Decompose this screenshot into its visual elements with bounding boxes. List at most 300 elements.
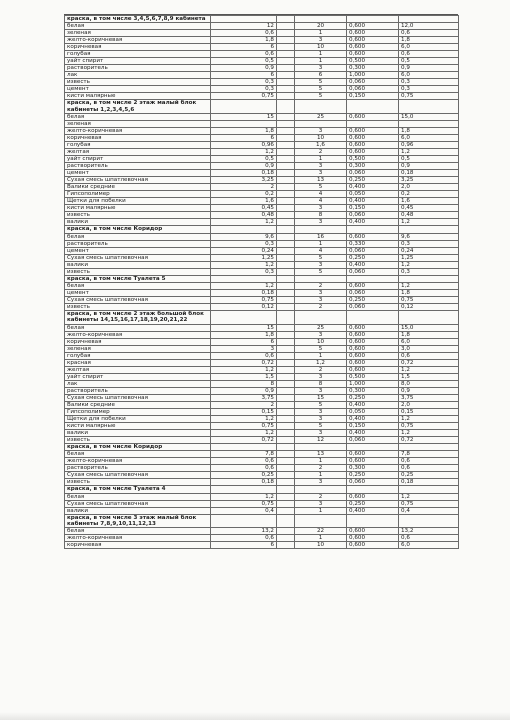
empty-cell [211, 311, 277, 325]
empty-cell [347, 16, 399, 23]
total-value: 1,2 [399, 149, 459, 156]
spacer-cell [277, 436, 295, 443]
norm-value: 5 [295, 401, 347, 408]
coefficient: 0,300 [347, 163, 399, 170]
table-row [65, 142, 459, 149]
empty-cell [399, 100, 459, 114]
spacer-cell [277, 345, 295, 352]
spacer-cell [277, 500, 295, 507]
norm-value: 8 [295, 380, 347, 387]
section-header: краска, в том числе Туалета 4 [65, 486, 211, 493]
quantity: 15 [211, 324, 277, 331]
table-row [65, 51, 459, 58]
table-row [65, 212, 459, 219]
table-row [65, 304, 459, 311]
coefficient: 0,300 [347, 465, 399, 472]
quantity: 1,2 [211, 219, 277, 226]
total-value: 1,8 [399, 290, 459, 297]
spacer-cell [277, 135, 295, 142]
quantity: 0,3 [211, 268, 277, 275]
table-row [65, 472, 459, 479]
quantity: 12 [211, 23, 277, 30]
table-row [65, 30, 459, 37]
table-row [65, 297, 459, 304]
table-row [65, 283, 459, 290]
coefficient: 0,600 [347, 352, 399, 359]
norm-value: 1,2 [295, 359, 347, 366]
total-value: 3,25 [399, 177, 459, 184]
coefficient: 0,500 [347, 58, 399, 65]
material-name: растворитель [65, 240, 211, 247]
total-value: 0,3 [399, 268, 459, 275]
table-row [65, 254, 459, 261]
section-header: краска, в том числе Туалета 5 [65, 275, 211, 282]
table-row [65, 233, 459, 240]
empty-cell [211, 486, 277, 493]
coefficient: 0,600 [347, 37, 399, 44]
norm-value: 3 [295, 331, 347, 338]
material-name: цемент [65, 86, 211, 93]
spacer-cell [277, 191, 295, 198]
norm-value: 2 [295, 283, 347, 290]
norm-value: 20 [295, 23, 347, 30]
coefficient: 0,600 [347, 331, 399, 338]
spacer-cell [277, 528, 295, 535]
total-value: 6,0 [399, 72, 459, 79]
spacer-cell [277, 429, 295, 436]
empty-cell [295, 16, 347, 23]
table-row [65, 170, 459, 177]
coefficient: 0,600 [347, 135, 399, 142]
material-name: Сухая смесь шпатлевочная [65, 472, 211, 479]
table-row [65, 542, 459, 549]
coefficient: 0,060 [347, 86, 399, 93]
coefficient: 0,600 [347, 535, 399, 542]
coefficient: 0,250 [347, 254, 399, 261]
coefficient: 0,600 [347, 359, 399, 366]
spacer-cell [277, 422, 295, 429]
material-name: желто-коричневая [65, 331, 211, 338]
norm-value: 3 [295, 65, 347, 72]
materials-table [64, 15, 459, 549]
coefficient: 0,300 [347, 65, 399, 72]
material-name: Щетки для побелки [65, 415, 211, 422]
table-row [65, 387, 459, 394]
empty-cell [399, 486, 459, 493]
coefficient: 0,600 [347, 345, 399, 352]
quantity: 15 [211, 114, 277, 121]
material-name: белая [65, 451, 211, 458]
empty-cell [277, 311, 295, 325]
coefficient: 1,000 [347, 72, 399, 79]
material-name: голубая [65, 352, 211, 359]
total-value: 13,2 [399, 528, 459, 535]
material-name: растворитель [65, 163, 211, 170]
material-name: цемент [65, 247, 211, 254]
quantity: 1,2 [211, 283, 277, 290]
norm-value: 2 [295, 366, 347, 373]
empty-cell [211, 443, 277, 450]
quantity: 2 [211, 184, 277, 191]
quantity: 1,2 [211, 493, 277, 500]
total-value: 6,0 [399, 135, 459, 142]
spacer-cell [277, 233, 295, 240]
empty-cell [211, 275, 277, 282]
spacer-cell [277, 30, 295, 37]
spacer-cell [277, 493, 295, 500]
material-name: растворитель [65, 65, 211, 72]
spacer-cell [277, 261, 295, 268]
coefficient: 0,600 [347, 233, 399, 240]
spacer-cell [277, 156, 295, 163]
spacer-cell [277, 283, 295, 290]
quantity: 0,6 [211, 458, 277, 465]
quantity: 0,9 [211, 163, 277, 170]
coefficient: 0,600 [347, 23, 399, 30]
table-row [65, 451, 459, 458]
table-row [65, 422, 459, 429]
coefficient: 0,400 [347, 415, 399, 422]
empty-cell [347, 486, 399, 493]
norm-value: 1 [295, 507, 347, 514]
total-value [399, 121, 459, 128]
spacer-cell [277, 338, 295, 345]
empty-cell [211, 100, 277, 114]
total-value: 1,2 [399, 366, 459, 373]
quantity: 0,48 [211, 212, 277, 219]
spacer-cell [277, 23, 295, 30]
quantity: 3,75 [211, 394, 277, 401]
material-name: желто-коричневая [65, 128, 211, 135]
coefficient: 0,150 [347, 93, 399, 100]
table-row [65, 479, 459, 486]
norm-value: 1 [295, 30, 347, 37]
quantity: 9,6 [211, 233, 277, 240]
table-row [65, 359, 459, 366]
spacer-cell [277, 465, 295, 472]
quantity: 1,8 [211, 331, 277, 338]
spacer-cell [277, 290, 295, 297]
quantity: 6 [211, 72, 277, 79]
table-row [65, 324, 459, 331]
coefficient: 0,250 [347, 394, 399, 401]
coefficient: 0,050 [347, 191, 399, 198]
quantity: 3 [211, 345, 277, 352]
material-name: коричневая [65, 135, 211, 142]
norm-value: 22 [295, 528, 347, 535]
table-row [65, 366, 459, 373]
norm-value: 1,6 [295, 142, 347, 149]
quantity: 0,25 [211, 472, 277, 479]
norm-value: 1 [295, 472, 347, 479]
material-name: растворитель [65, 387, 211, 394]
table-row [65, 198, 459, 205]
norm-value: 10 [295, 44, 347, 51]
empty-cell [399, 226, 459, 233]
total-value: 0,75 [399, 422, 459, 429]
quantity: 0,6 [211, 535, 277, 542]
total-value: 1,2 [399, 261, 459, 268]
empty-cell [347, 443, 399, 450]
table-row [65, 345, 459, 352]
table-row [65, 535, 459, 542]
empty-cell [399, 311, 459, 325]
material-name: Гипсополимер [65, 191, 211, 198]
material-name: цемент [65, 290, 211, 297]
norm-value: 2 [295, 149, 347, 156]
material-name: валики [65, 429, 211, 436]
table-row [65, 465, 459, 472]
total-value: 0,18 [399, 479, 459, 486]
material-name: лак [65, 72, 211, 79]
coefficient: 0,400 [347, 429, 399, 436]
spacer-cell [277, 380, 295, 387]
empty-cell [399, 514, 459, 528]
coefficient: 0,050 [347, 408, 399, 415]
spacer-cell [277, 212, 295, 219]
empty-cell [347, 226, 399, 233]
norm-value: 8 [295, 212, 347, 219]
total-value: 0,72 [399, 436, 459, 443]
spacer-cell [277, 37, 295, 44]
total-value: 0,75 [399, 500, 459, 507]
empty-cell [295, 514, 347, 528]
norm-value: 13 [295, 451, 347, 458]
quantity: 13,2 [211, 528, 277, 535]
total-value: 6,0 [399, 338, 459, 345]
norm-value: 3 [295, 163, 347, 170]
material-name: цемент [65, 170, 211, 177]
table-row [65, 528, 459, 535]
total-value: 0,15 [399, 408, 459, 415]
quantity: 6 [211, 542, 277, 549]
empty-cell [277, 16, 295, 23]
norm-value: 5 [295, 268, 347, 275]
norm-value: 1 [295, 352, 347, 359]
spacer-cell [277, 65, 295, 72]
total-value: 1,2 [399, 283, 459, 290]
spacer-cell [277, 149, 295, 156]
section-header: краска, в том числе Коридор [65, 226, 211, 233]
spacer-cell [277, 58, 295, 65]
empty-cell [211, 514, 277, 528]
spacer-cell [277, 387, 295, 394]
spacer-cell [277, 415, 295, 422]
table-row [65, 128, 459, 135]
section-header-row [65, 100, 459, 114]
empty-cell [277, 443, 295, 450]
spacer-cell [277, 324, 295, 331]
coefficient: 0,500 [347, 373, 399, 380]
material-name: валики [65, 261, 211, 268]
coefficient: 0,060 [347, 79, 399, 86]
coefficient [347, 121, 399, 128]
norm-value: 5 [295, 79, 347, 86]
total-value: 0,75 [399, 93, 459, 100]
total-value: 0,3 [399, 240, 459, 247]
spacer-cell [277, 121, 295, 128]
total-value: 0,48 [399, 212, 459, 219]
quantity: 1,2 [211, 429, 277, 436]
table-row [65, 205, 459, 212]
material-name: лак [65, 380, 211, 387]
spacer-cell [277, 401, 295, 408]
coefficient: 0,400 [347, 198, 399, 205]
table-row [65, 149, 459, 156]
material-name: желто-коричневая [65, 458, 211, 465]
table-row [65, 331, 459, 338]
spacer-cell [277, 366, 295, 373]
material-name: уайт спирит [65, 58, 211, 65]
table-row [65, 184, 459, 191]
spacer-cell [277, 331, 295, 338]
empty-cell [295, 275, 347, 282]
material-name: уайт спирит [65, 373, 211, 380]
section-header-row [65, 486, 459, 493]
quantity: 0,5 [211, 58, 277, 65]
coefficient: 0,150 [347, 205, 399, 212]
quantity: 1,2 [211, 415, 277, 422]
material-name: белая [65, 283, 211, 290]
total-value: 1,2 [399, 429, 459, 436]
coefficient: 0,250 [347, 472, 399, 479]
empty-cell [399, 16, 459, 23]
quantity: 0,3 [211, 79, 277, 86]
spacer-cell [277, 44, 295, 51]
material-name: известь [65, 212, 211, 219]
table-row [65, 37, 459, 44]
total-value: 1,8 [399, 128, 459, 135]
spacer-cell [277, 240, 295, 247]
section-header-row [65, 443, 459, 450]
material-name: известь [65, 268, 211, 275]
norm-value: 3 [295, 479, 347, 486]
norm-value: 10 [295, 542, 347, 549]
norm-value: 3 [295, 500, 347, 507]
material-name: желто-коричневая [65, 37, 211, 44]
coefficient: 0,600 [347, 149, 399, 156]
total-value: 3,75 [399, 394, 459, 401]
total-value: 0,6 [399, 535, 459, 542]
quantity: 0,6 [211, 30, 277, 37]
quantity: 0,45 [211, 205, 277, 212]
coefficient: 1,000 [347, 380, 399, 387]
quantity: 0,72 [211, 359, 277, 366]
coefficient: 0,600 [347, 128, 399, 135]
coefficient: 0,250 [347, 500, 399, 507]
quantity: 0,2 [211, 191, 277, 198]
section-header: краска, в том числе 3,4,5,6,7,8,9 кабинета [65, 16, 211, 23]
total-value: 1,2 [399, 219, 459, 226]
total-value: 1,5 [399, 373, 459, 380]
table-row [65, 458, 459, 465]
material-name: кисти малярные [65, 205, 211, 212]
coefficient: 0,060 [347, 170, 399, 177]
section-header-row [65, 275, 459, 282]
quantity: 1,6 [211, 198, 277, 205]
table-row [65, 380, 459, 387]
section-header-row [65, 226, 459, 233]
material-name: коричневая [65, 44, 211, 51]
norm-value: 1 [295, 51, 347, 58]
norm-value: 10 [295, 338, 347, 345]
total-value: 0,75 [399, 297, 459, 304]
norm-value: 2 [295, 465, 347, 472]
quantity: 0,96 [211, 142, 277, 149]
quantity: 1,2 [211, 261, 277, 268]
table-row [65, 135, 459, 142]
quantity: 0,18 [211, 170, 277, 177]
section-header: краска, в том числе Коридор [65, 443, 211, 450]
material-name: желто-коричневая [65, 535, 211, 542]
coefficient: 0,600 [347, 528, 399, 535]
material-name: белая [65, 23, 211, 30]
quantity: 6 [211, 44, 277, 51]
coefficient: 0,060 [347, 290, 399, 297]
spacer-cell [277, 51, 295, 58]
empty-cell [277, 486, 295, 493]
table-row [65, 493, 459, 500]
coefficient: 0,600 [347, 542, 399, 549]
table-row [65, 290, 459, 297]
material-name: валики [65, 507, 211, 514]
norm-value: 6 [295, 72, 347, 79]
empty-cell [347, 275, 399, 282]
spacer-cell [277, 86, 295, 93]
coefficient: 0,400 [347, 507, 399, 514]
quantity: 0,18 [211, 290, 277, 297]
total-value: 1,6 [399, 198, 459, 205]
quantity: 3,25 [211, 177, 277, 184]
total-value: 0,9 [399, 387, 459, 394]
quantity: 0,12 [211, 304, 277, 311]
spacer-cell [277, 472, 295, 479]
norm-value: 3 [295, 387, 347, 394]
coefficient: 0,600 [347, 451, 399, 458]
total-value: 1,8 [399, 37, 459, 44]
material-name: голубая [65, 142, 211, 149]
table-row [65, 23, 459, 30]
table-row [65, 93, 459, 100]
norm-value: 3 [295, 170, 347, 177]
quantity: 0,5 [211, 156, 277, 163]
spacer-cell [277, 128, 295, 135]
table-row [65, 177, 459, 184]
spacer-cell [277, 142, 295, 149]
table-row [65, 121, 459, 128]
coefficient: 0,060 [347, 304, 399, 311]
quantity: 1,25 [211, 254, 277, 261]
table-row [65, 44, 459, 51]
coefficient: 0,600 [347, 338, 399, 345]
spacer-cell [277, 79, 295, 86]
coefficient: 0,600 [347, 458, 399, 465]
total-value: 0,24 [399, 247, 459, 254]
quantity: 1,2 [211, 366, 277, 373]
spacer-cell [277, 352, 295, 359]
norm-value: 1 [295, 156, 347, 163]
norm-value: 3 [295, 408, 347, 415]
spacer-cell [277, 177, 295, 184]
table-row [65, 191, 459, 198]
spacer-cell [277, 205, 295, 212]
coefficient: 0,400 [347, 184, 399, 191]
empty-cell [295, 100, 347, 114]
material-name: кисти малярные [65, 93, 211, 100]
coefficient: 0,600 [347, 30, 399, 37]
table-row [65, 394, 459, 401]
total-value: 0,6 [399, 458, 459, 465]
